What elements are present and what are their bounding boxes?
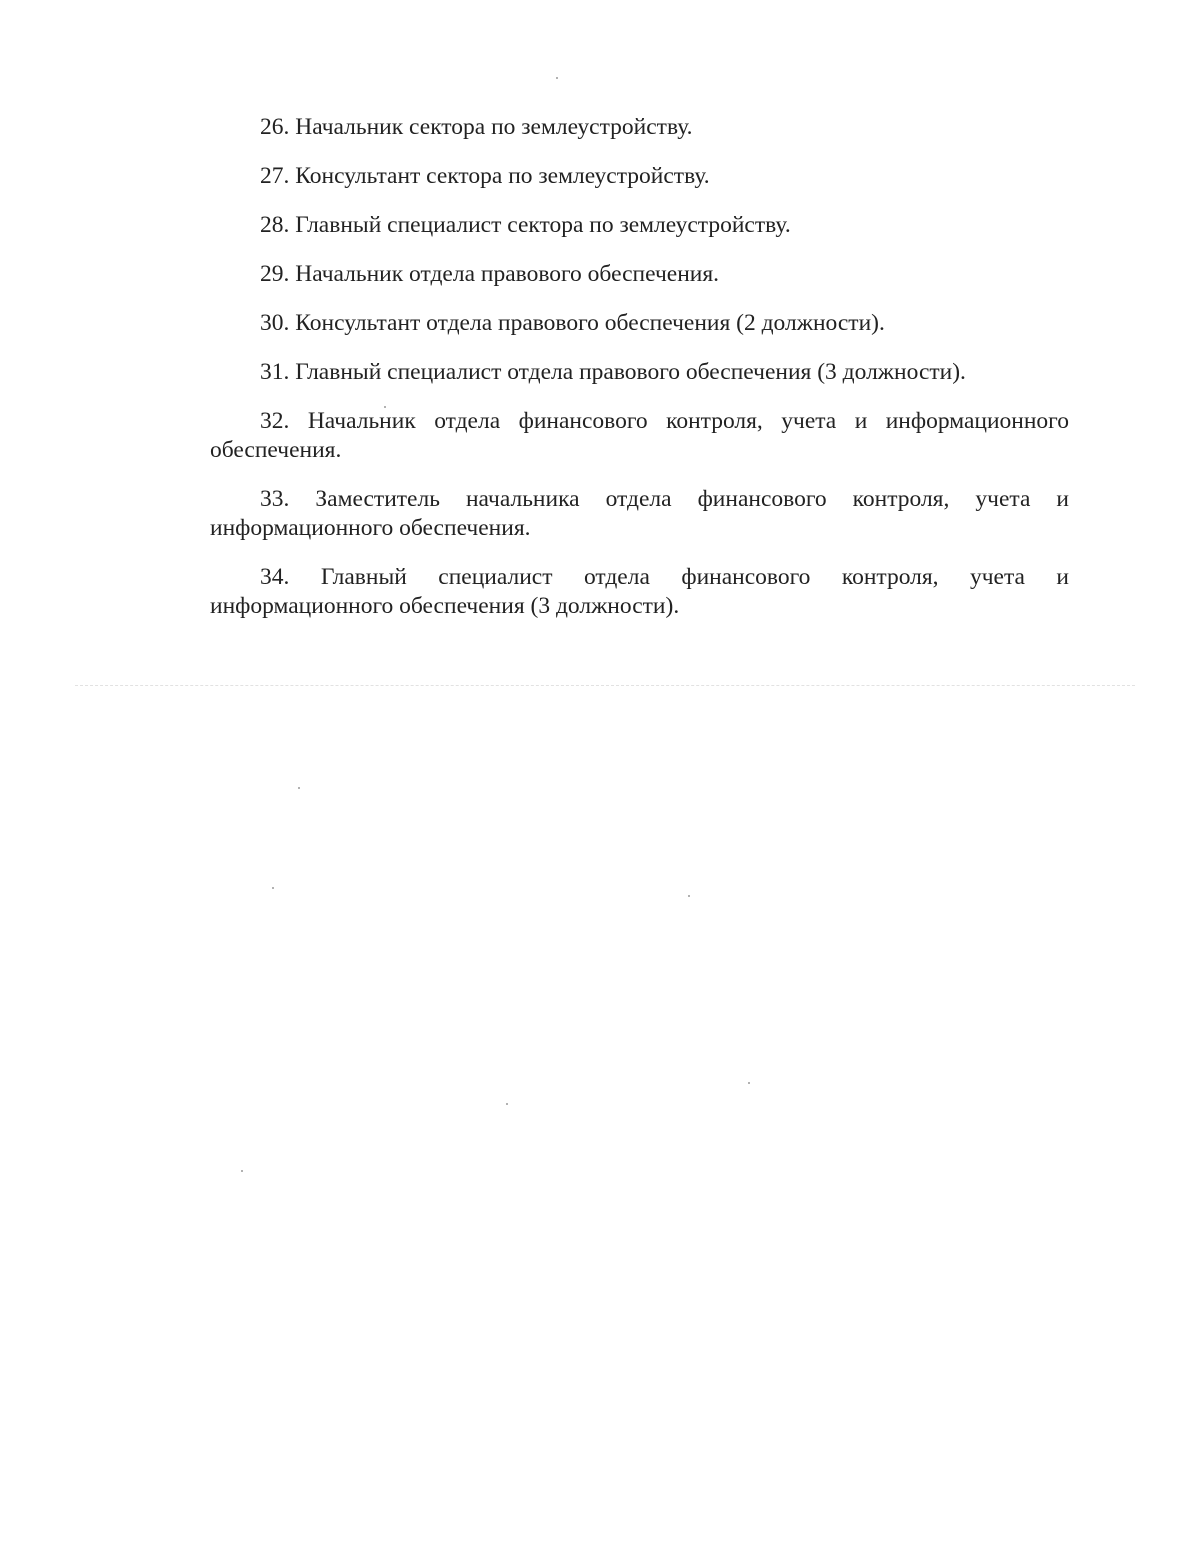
list-item-32: 32. Начальник отдела финансового контроля, учета и информационного обеспечения. xyxy=(210,408,1069,463)
list-item-31: 31. Главный специалист отдела правового обеспечения (3 должности). xyxy=(260,359,966,385)
list-item-34: 34. Главный специалист отдела финансового контроля, учета и информационного обеспечения (3 должности). xyxy=(210,564,1069,619)
scan-speck xyxy=(506,1103,508,1105)
list-item-26: 26. Начальник сектора по землеустройству. xyxy=(260,114,693,140)
list-item-27: 27. Консультант сектора по землеустройству. xyxy=(260,163,710,189)
scan-speck xyxy=(384,406,386,408)
scan-artifact-line xyxy=(75,685,1135,686)
list-item-33: 33. Заместитель начальника отдела финансового контроля, учета и информационного обеспечения. xyxy=(210,486,1069,541)
scan-speck xyxy=(241,1170,243,1172)
list-item-30: 30. Консультант отдела правового обеспечения (2 должности). xyxy=(260,310,885,336)
scan-speck xyxy=(298,787,300,789)
positions-list xyxy=(210,113,1069,621)
scan-speck xyxy=(272,887,274,889)
scan-speck xyxy=(748,1082,750,1084)
list-item-29: 29. Начальник отдела правового обеспечения. xyxy=(260,261,720,287)
list-item-28: 28. Главный специалист сектора по землеустройству. xyxy=(260,212,791,238)
scan-speck xyxy=(688,895,690,897)
scan-speck xyxy=(556,77,558,79)
